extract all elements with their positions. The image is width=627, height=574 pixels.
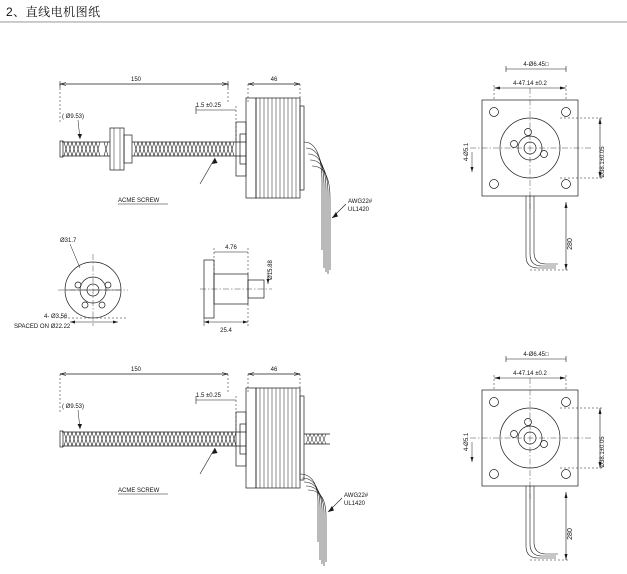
label-body-length-bottom: 46	[270, 367, 278, 373]
detail-hub	[200, 248, 272, 326]
label-acme-screw-top: ACME SCREW	[118, 198, 160, 204]
label-tolerance-bottom: 1.5 ±0.25	[196, 393, 221, 399]
label-wire-gauge-top: AWG22#	[348, 199, 373, 205]
label-boss-dia-bottom: Ø38.1±0.05	[600, 436, 606, 468]
label-pcd-top: 4-47.14 ±0.2	[513, 81, 547, 87]
label-length-total-bottom: 150	[130, 367, 142, 373]
label-hub-len: 4.76	[225, 245, 237, 251]
label-chamfer-top: 4-Ø5.1	[464, 142, 470, 162]
label-hole-count: 4- Ø3.56	[44, 314, 68, 320]
label-shaft-dia-bottom: ( Ø9.53)	[62, 404, 85, 410]
label-acme-screw-bottom: ACME SCREW	[118, 488, 160, 494]
label-body-length-top: 46	[270, 77, 278, 83]
label-flange-dia: Ø31.7	[60, 238, 77, 244]
detail-flange	[58, 244, 128, 326]
page-header	[0, 0, 627, 23]
label-wire-length-top: 280	[567, 238, 574, 250]
label-hole-pattern-top: 4-Ø6.45□	[523, 62, 549, 68]
label-shaft-dia-top: ( Ø9.53)	[62, 114, 85, 120]
side-view-bottom	[60, 373, 342, 567]
label-hub-dia: Ø15.88	[268, 260, 274, 280]
label-hole-pattern-bottom: 4-Ø6.45□	[523, 352, 549, 358]
label-tolerance-top: 1.5 ±0.25	[196, 103, 221, 109]
side-view-top	[60, 81, 346, 274]
label-wire-spec-bottom: UL1420	[344, 501, 366, 507]
label-wire-gauge-bottom: AWG22#	[344, 493, 369, 499]
front-view-bottom	[470, 356, 604, 560]
label-chamfer-bottom: 4-Ø5.1	[464, 432, 470, 452]
label-pcd-bottom: 4-47.14 ±0.2	[513, 371, 547, 377]
label-length-total-top: 150	[130, 77, 142, 83]
label-wire-length-bottom: 280	[567, 528, 574, 540]
engineering-drawing-svg	[0, 22, 627, 574]
page-title: 2、直线电机图纸	[6, 5, 101, 19]
label-boss-dia-top: Ø38.1±0.05	[600, 146, 606, 178]
label-hub-overall: 25.4	[220, 328, 232, 334]
label-hole-spacing: SPACED ON Ø22.22	[14, 324, 71, 330]
label-wire-spec-top: UL1420	[348, 207, 370, 213]
front-view-top	[470, 66, 604, 270]
drawing-canvas	[0, 22, 627, 574]
